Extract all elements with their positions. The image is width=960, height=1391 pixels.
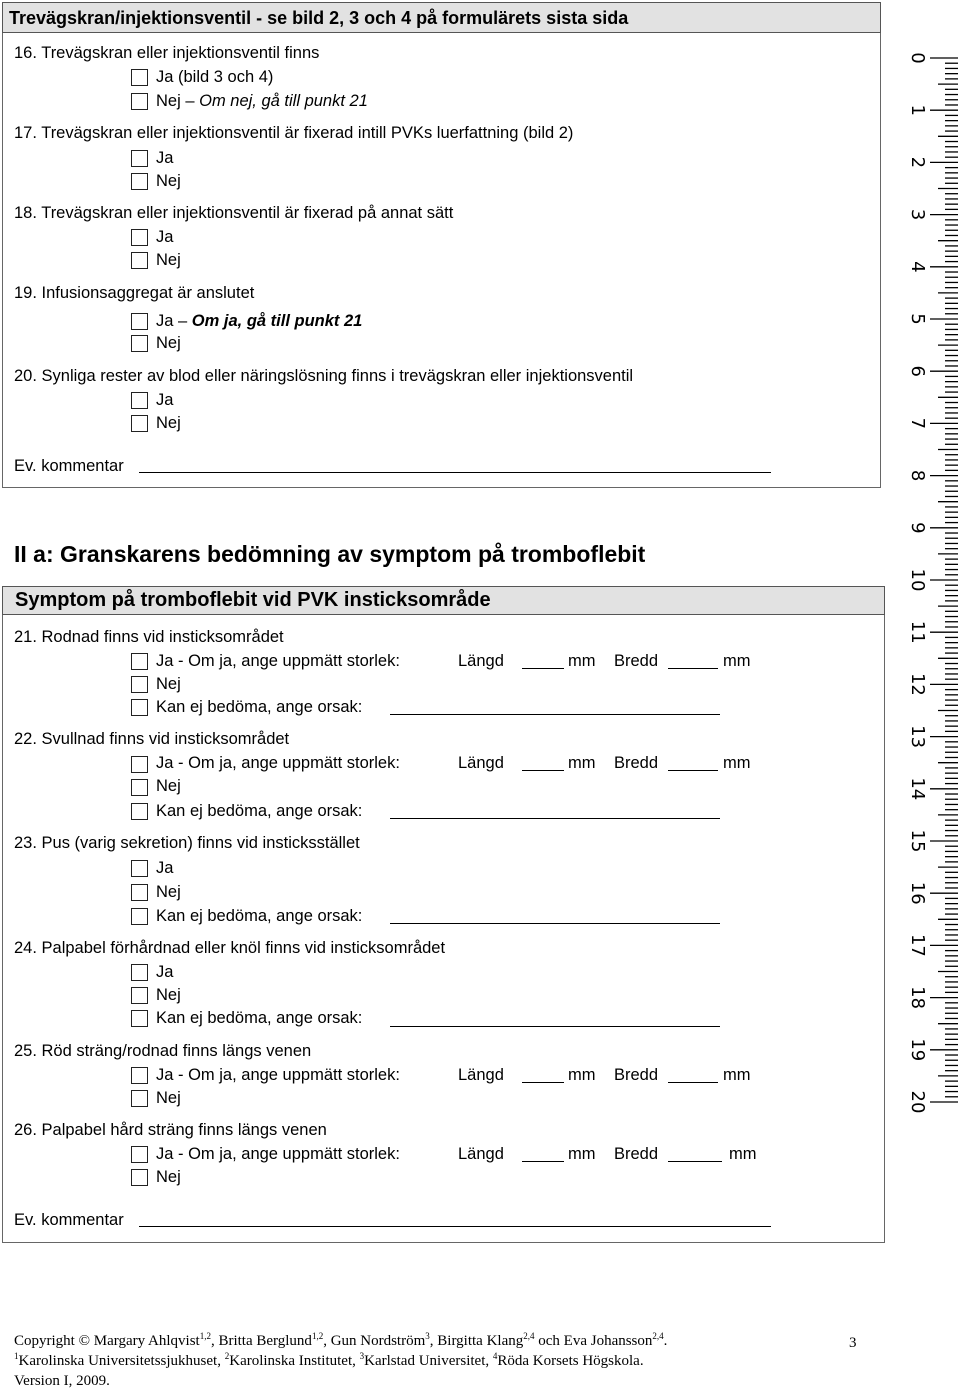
q25-nej-checkbox[interactable] <box>131 1090 148 1107</box>
question-25: 25. Röd sträng/rodnad finns längs venen <box>14 1042 312 1060</box>
q20-ja-label: Ja <box>156 391 174 409</box>
ruler-label: 20 <box>907 1090 928 1114</box>
ruler-label: 19 <box>907 1038 928 1062</box>
copyright-icon: © <box>78 1333 90 1349</box>
question-23: 23. Pus (varig sekretion) finns vid insticksstället <box>14 834 360 852</box>
ruler-label: 14 <box>907 777 928 801</box>
ruler-label: 13 <box>907 725 928 749</box>
q20-nej-checkbox[interactable] <box>131 415 148 432</box>
q18-ja-checkbox[interactable] <box>131 229 148 246</box>
q17-nej-checkbox[interactable] <box>131 173 148 190</box>
ruler-label: 12 <box>907 672 928 696</box>
q19-ja-checkbox[interactable] <box>131 313 148 330</box>
question-26: 26. Palpabel hård sträng finns längs venen <box>14 1121 327 1139</box>
ruler-label: 17 <box>907 933 928 957</box>
q25-ja-label: Ja - Om ja, ange uppmätt storlek: <box>156 1066 400 1084</box>
ruler-label: 10 <box>907 568 928 592</box>
q19-nej-checkbox[interactable] <box>131 335 148 352</box>
section-trevagskran-header <box>2 2 881 33</box>
q25-bredd-unit: mm <box>723 1066 751 1084</box>
q16-nej-checkbox[interactable] <box>131 93 148 110</box>
q18-ja-label: Ja <box>156 228 174 246</box>
q23-nej-label: Nej <box>156 883 181 901</box>
q17-ja-label: Ja <box>156 149 174 167</box>
q23-orsak-input[interactable] <box>390 923 720 924</box>
q17-nej-label: Nej <box>156 172 181 190</box>
ruler-label: 6 <box>907 365 928 377</box>
footer-version: Version I, 2009. <box>14 1373 110 1389</box>
q26-bredd-label: Bredd <box>614 1145 659 1163</box>
comment-label-2: Ev. kommentar <box>14 1211 124 1229</box>
q22-kan-ej-checkbox[interactable] <box>131 803 148 820</box>
q23-ja-checkbox[interactable] <box>131 860 148 877</box>
q24-ja-checkbox[interactable] <box>131 964 148 981</box>
q22-ja-checkbox[interactable] <box>131 756 148 773</box>
q25-bredd-label: Bredd <box>614 1066 659 1084</box>
q23-nej-checkbox[interactable] <box>131 884 148 901</box>
q18-nej-label: Nej <box>156 251 181 269</box>
section-symptom-header <box>2 586 885 615</box>
question-19: 19. Infusionsaggregat är anslutet <box>14 284 255 302</box>
ruler-label: 9 <box>907 522 928 534</box>
q18-nej-checkbox[interactable] <box>131 252 148 269</box>
question-22: 22. Svullnad finns vid insticksområdet <box>14 730 290 748</box>
q26-langd-unit: mm <box>568 1145 596 1163</box>
q22-orsak-input[interactable] <box>390 818 720 819</box>
q25-ja-checkbox[interactable] <box>131 1067 148 1084</box>
q20-nej-label: Nej <box>156 414 181 432</box>
page-number: 3 <box>849 1335 857 1351</box>
q21-bredd-unit: mm <box>723 652 751 670</box>
q21-langd-label: Längd <box>458 652 504 670</box>
section-subheading: Symptom på tromboflebit vid PVK insticksområde <box>15 589 491 611</box>
footer-copyright: Copyright © Margary Ahlqvist$^{1,2}$, Britta Berglund$^{1,2}$, Gun Nordström$^3$, Birgitta Klang$^{2,4}$ och Eva Johansson$^{2,4}$. <box>14 1331 668 1349</box>
q21-kan-ej-checkbox[interactable] <box>131 699 148 716</box>
q25-langd-unit: mm <box>568 1066 596 1084</box>
q26-langd-input[interactable] <box>522 1161 564 1162</box>
ruler-label: 15 <box>907 829 928 853</box>
q22-bredd-input[interactable] <box>668 770 718 771</box>
ruler-label: 4 <box>907 261 928 273</box>
q21-ja-checkbox[interactable] <box>131 653 148 670</box>
q24-nej-checkbox[interactable] <box>131 987 148 1004</box>
q19-ja-instruction: Om ja, gå till punkt 21 <box>191 312 363 330</box>
q21-nej-checkbox[interactable] <box>131 676 148 693</box>
q19-ja-label: Ja – Om ja, gå till punkt 21 <box>156 312 363 330</box>
q22-bredd-label: Bredd <box>614 754 659 772</box>
q26-nej-label: Nej <box>156 1168 181 1186</box>
q21-langd-input[interactable] <box>522 668 564 669</box>
question-20: 20. Synliga rester av blod eller näringslösning finns i trevägskran eller injektionsventil <box>14 367 634 385</box>
q23-kan-ej-label: Kan ej bedöma, ange orsak: <box>156 907 363 925</box>
ruler-label: 1 <box>907 104 928 116</box>
question-18: 18. Trevägskran eller injektionsventil är fixerad på annat sätt <box>14 204 454 222</box>
q21-nej-label: Nej <box>156 675 181 693</box>
q22-langd-unit: mm <box>568 754 596 772</box>
question-17: 17. Trevägskran eller injektionsventil är fixerad intill PVKs luerfattning (bild 2) <box>14 124 574 142</box>
q20-ja-checkbox[interactable] <box>131 392 148 409</box>
q26-ja-checkbox[interactable] <box>131 1146 148 1163</box>
q26-nej-checkbox[interactable] <box>131 1169 148 1186</box>
comment-label-1: Ev. kommentar <box>14 457 124 475</box>
question-16: 16. Trevägskran eller injektionsventil finns <box>14 44 320 62</box>
q22-langd-input[interactable] <box>522 770 564 771</box>
question-21: 21. Rodnad finns vid insticksområdet <box>14 628 284 646</box>
q21-kan-ej-label: Kan ej bedöma, ange orsak: <box>156 698 363 716</box>
q25-langd-input[interactable] <box>522 1082 564 1083</box>
q25-langd-label: Längd <box>458 1066 504 1084</box>
ruler-label: 11 <box>907 620 928 644</box>
comment-input-2[interactable] <box>139 1226 771 1227</box>
q26-langd-label: Längd <box>458 1145 504 1163</box>
ruler-label: 7 <box>907 417 928 430</box>
section-title: Trevägskran/injektionsventil - se bild 2, 3 och 4 på formulärets sista sida <box>9 8 629 28</box>
q22-ja-label: Ja - Om ja, ange uppmätt storlek: <box>156 754 400 772</box>
q26-ja-label: Ja - Om ja, ange uppmätt storlek: <box>156 1145 400 1163</box>
q25-bredd-input[interactable] <box>668 1082 718 1083</box>
ruler-graphic <box>898 40 960 1120</box>
q26-bredd-unit: mm <box>729 1145 757 1163</box>
q24-kan-ej-label: Kan ej bedöma, ange orsak: <box>156 1009 363 1027</box>
comment-input-1[interactable] <box>139 472 771 473</box>
question-24: 24. Palpabel förhårdnad eller knöl finns vid insticksområdet <box>14 939 446 957</box>
q24-ja-label: Ja <box>156 963 174 981</box>
q25-nej-label: Nej <box>156 1089 181 1107</box>
ruler-label: 8 <box>907 469 928 482</box>
ruler-label: 18 <box>907 986 928 1010</box>
q21-ja-label: Ja - Om ja, ange uppmätt storlek: <box>156 652 400 670</box>
q24-orsak-input[interactable] <box>390 1026 720 1027</box>
q22-nej-checkbox[interactable] <box>131 779 148 796</box>
q23-ja-label: Ja <box>156 859 174 877</box>
q21-bredd-label: Bredd <box>614 652 659 670</box>
section-2-heading: II a: Granskarens bedömning av symptom på tromboflebit <box>14 541 646 567</box>
q16-ja-checkbox[interactable] <box>131 69 148 86</box>
q17-ja-checkbox[interactable] <box>131 150 148 167</box>
ruler-label: 5 <box>907 313 928 325</box>
q21-bredd-input[interactable] <box>668 668 718 669</box>
q22-kan-ej-label: Kan ej bedöma, ange orsak: <box>156 802 363 820</box>
q16-nej-label: Nej – Om nej, gå till punkt 21 <box>156 92 368 110</box>
q23-kan-ej-checkbox[interactable] <box>131 908 148 925</box>
ruler-label: 0 <box>907 52 928 64</box>
ruler-label: 3 <box>907 208 928 221</box>
q22-bredd-unit: mm <box>723 754 751 772</box>
q21-langd-unit: mm <box>568 652 596 670</box>
q22-nej-label: Nej <box>156 777 181 795</box>
footer-affiliations: $^1$Karolinska Universitetssjukhuset, $^2$Karolinska Institutet, $^3$Karlstad Universitet, $^4$Röda Korsets Högskola. <box>14 1351 644 1369</box>
q22-langd-label: Längd <box>458 754 504 772</box>
q21-orsak-input[interactable] <box>390 714 720 715</box>
q16-ja-label: Ja (bild 3 och 4) <box>156 68 274 86</box>
q26-bredd-input[interactable] <box>668 1161 722 1162</box>
q24-kan-ej-checkbox[interactable] <box>131 1010 148 1027</box>
q24-nej-label: Nej <box>156 986 181 1004</box>
q16-nej-instruction: Om nej, gå till punkt 21 <box>199 92 368 110</box>
q19-nej-label: Nej <box>156 334 181 352</box>
ruler-label: 2 <box>907 156 928 169</box>
ruler-label: 16 <box>907 881 928 905</box>
